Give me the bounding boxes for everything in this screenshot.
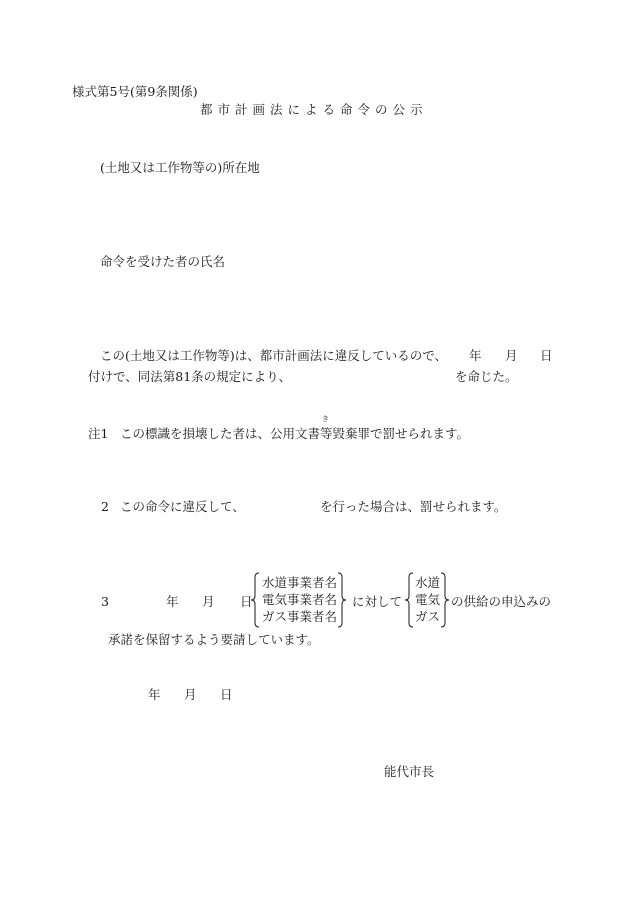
note1-text: この標識を損壊した者は、公用文書等毀棄罪で罰せられます。 — [120, 426, 470, 441]
note3-number: 3 — [101, 594, 109, 609]
note3-against: に対して — [352, 594, 403, 609]
supply-electric: 電気 — [415, 592, 441, 607]
note1-ruby: き — [322, 415, 329, 423]
recipient-label: 命令を受けた者の氏名 — [100, 254, 226, 269]
signature-mayor: 能代市長 — [384, 764, 435, 779]
body-line-1: この(土地又は工作物等)は、都市計画法に違反しているので、 — [100, 348, 448, 363]
operators-right-brace — [337, 572, 347, 628]
supply-gas: ガス — [415, 609, 441, 624]
supplies-left-brace — [404, 572, 414, 628]
body-year: 年 — [469, 348, 482, 363]
note3-year: 年 — [166, 594, 179, 609]
note3-supply-suffix: の供給の申込みの — [451, 594, 552, 609]
note3-month: 月 — [202, 594, 215, 609]
body-line-2: 付けで、同法第81条の規定により、 — [88, 369, 292, 384]
date-year: 年 — [148, 687, 161, 702]
page-title: 都市計画法による命令の公示 — [200, 102, 428, 117]
date-month: 月 — [184, 687, 197, 702]
note3-line-2: 承諾を保留するよう要請しています。 — [108, 632, 320, 647]
body-month: 月 — [505, 348, 518, 363]
note2-text-b: を行った場合は、罰せられます。 — [320, 499, 507, 514]
note2-text-a: この命令に違反して、 — [120, 499, 245, 514]
form-number: 様式第5号(第9条関係) — [72, 84, 198, 99]
note1-prefix: 注1 — [88, 426, 109, 441]
supplies-right-brace — [440, 572, 450, 628]
body-day: 日 — [540, 348, 553, 363]
operator-gas: ガス事業者名 — [262, 609, 338, 624]
supply-water: 水道 — [415, 575, 441, 590]
note3-day: 日 — [240, 594, 253, 609]
body-line-2-end: を命じた。 — [455, 369, 518, 384]
date-day: 日 — [220, 687, 233, 702]
operators-left-brace — [250, 572, 260, 628]
operator-electric: 電気事業者名 — [262, 592, 338, 607]
location-label: (土地又は工作物等の)所在地 — [100, 160, 260, 175]
supplies-list — [415, 574, 440, 625]
note2-number: 2 — [101, 499, 109, 514]
operator-water: 水道事業者名 — [262, 575, 338, 590]
operators-list — [262, 574, 337, 625]
